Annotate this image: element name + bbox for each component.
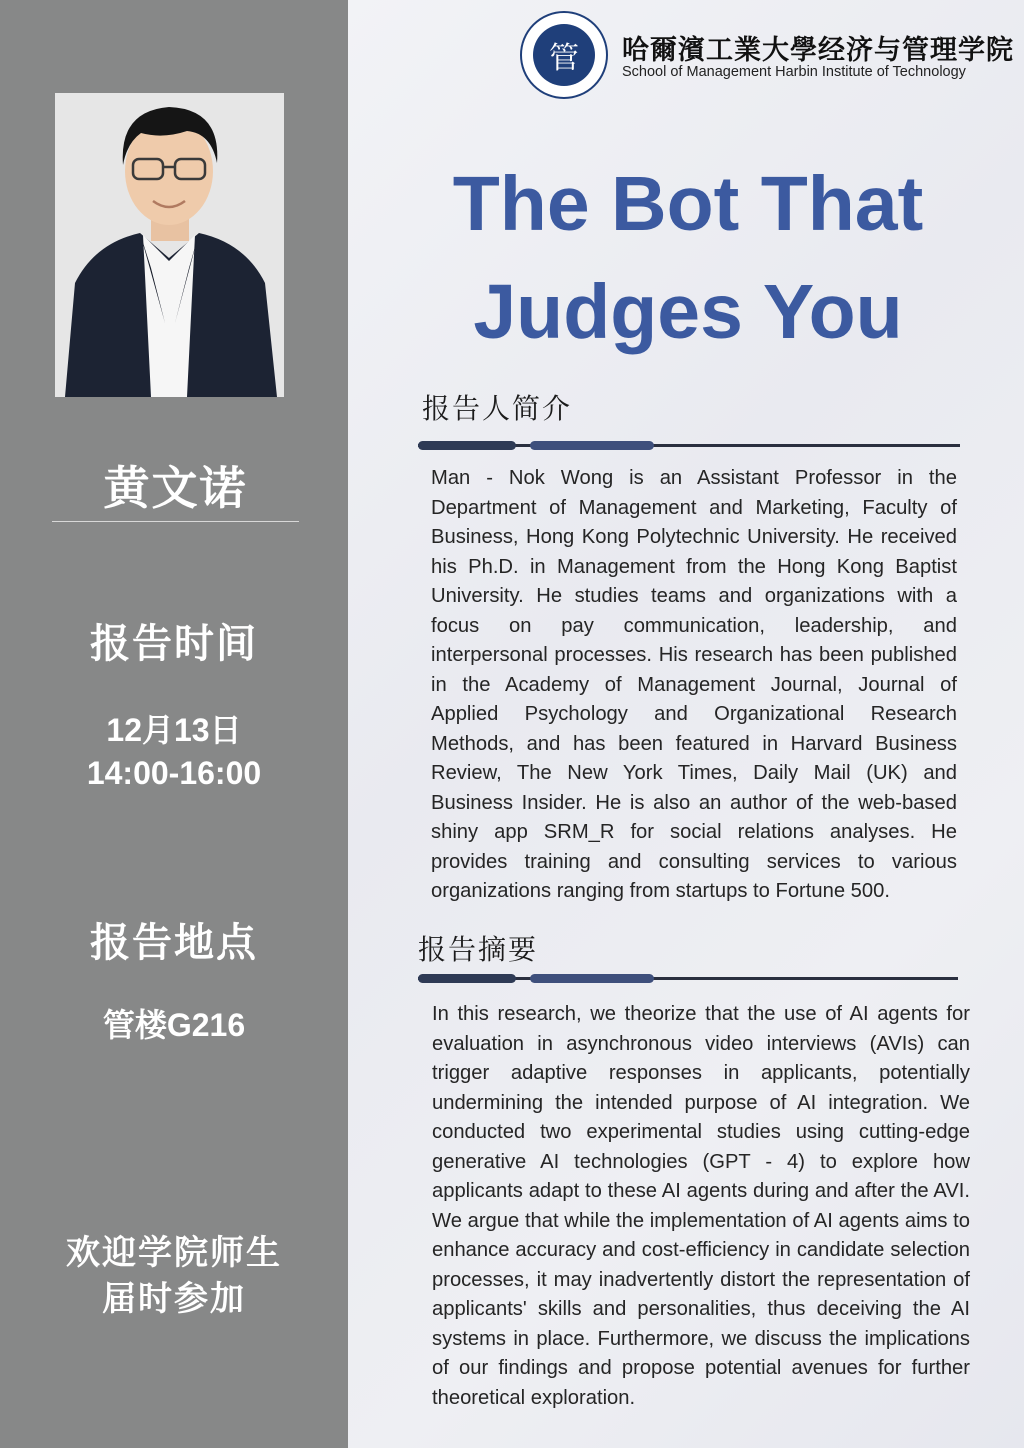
abstract-rule-accent-2	[530, 974, 654, 983]
location-heading: 报告地点	[90, 921, 258, 965]
school-name-en: School of Management Harbin Institute of Technology	[622, 64, 966, 80]
time-heading: 报告时间	[90, 622, 258, 666]
school-seal-logo	[520, 11, 608, 99]
bio-rule-accent-2	[530, 441, 654, 450]
talk-date: 12月13日	[106, 712, 242, 748]
abstract-text: In this research, we theorize that the use of AI agents for evaluation in asynchronous video interviews (AVIs) can trigger adaptive responses in applicants, potentially undermining the intended purpose of AI integration. We conducted two experimental studies using cutting-edge generative AI technologies (GPT - 4) to explore how applicants adapt to these AI agents during and after the AVI. We argue that while the implementation of AI agents aims to enhance accuracy and cost-efficiency in candidate selection processes, it may inadvertently distort the representation of applicants' skills and personalities, thus deceiving the AI systems in place. Furthermore, we discuss the implications of our findings and propose potential avenues for further theoretical exploration.	[432, 1003, 970, 1409]
seal-glyph: 管	[533, 24, 595, 86]
speaker-name: 黄文诺	[103, 462, 248, 514]
speaker-photo	[55, 93, 284, 397]
talk-time: 14:00-16:00	[86, 755, 262, 791]
abstract-heading: 报告摘要	[418, 934, 539, 965]
bio-rule-accent-1	[418, 441, 516, 450]
talk-location: 管楼G216	[102, 1007, 246, 1043]
school-name-cn: 哈爾濱工業大學经济与管理学院	[622, 35, 1014, 65]
welcome-line-2: 届时参加	[102, 1280, 246, 1318]
bio-text: Man - Nok Wong is an Assistant Professor in the Department of Management and Marketing, Faculty of Business, Hong Kong Polytechnic University. He received his Ph.D. in Management from the Hong Kong Baptist University. He studies teams and organizations with a focus on pay communication, leadership, and interpersonal processes. His research has been published in the Academy of Management Journal, Journal of Applied Psychology and Organizational Research Methods, and has been featured in Harvard Business Review, The New York Times, Daily Mail (UK) and Business Insider. He is also an author of the web-based shiny app SRM_R for social relations analyses. He provides training and consulting services to various organizations ranging from startups to Fortune 500.	[431, 467, 957, 902]
name-divider	[52, 521, 299, 522]
abstract-rule-accent-1	[418, 974, 516, 983]
bio-heading: 报告人简介	[422, 393, 573, 424]
welcome-line-1: 欢迎学院师生	[66, 1234, 282, 1272]
talk-title: The Bot That Judges You	[452, 161, 924, 355]
